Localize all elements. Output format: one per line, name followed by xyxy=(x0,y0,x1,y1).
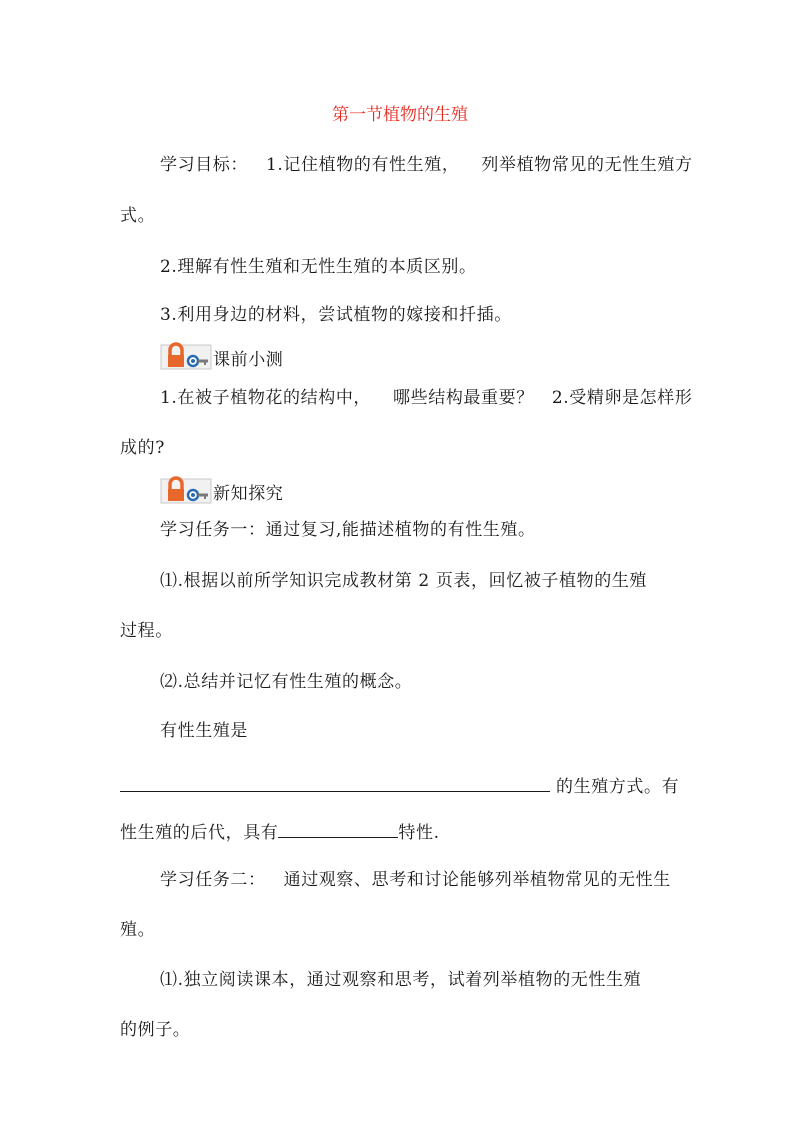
task1-definition-start: 有性生殖是 xyxy=(160,721,248,741)
task1-step1: ⑴.根据以前所学知识完成教材第 2 页表，回忆被子植物的生殖 xyxy=(160,571,648,591)
objective-3: 3.利用身边的材料，尝试植物的嫁接和扦插。 xyxy=(160,305,512,325)
definition-answer-blank[interactable] xyxy=(120,773,550,792)
task1-definition-line-2 xyxy=(120,819,440,844)
lock-key-icon xyxy=(160,475,212,505)
objectives-label: 学习目标： xyxy=(160,155,248,175)
pretest-q1-b: 哪些结构最重要？ xyxy=(393,388,534,408)
objective-1-wrap: 式。 xyxy=(120,206,156,226)
trait-answer-blank[interactable] xyxy=(278,819,398,838)
pretest-q1: 1.在被子植物花的结构中， xyxy=(160,388,372,408)
page-title: 第一节植物的生殖 xyxy=(332,105,468,125)
task1-heading: 学习任务一：通过复习,能描述植物的有性生殖。 xyxy=(160,520,536,540)
lock-key-icon xyxy=(160,341,212,371)
task2-heading-line xyxy=(160,869,671,891)
task1-definition-line xyxy=(120,773,679,798)
task2-heading-label: 学习任务二： xyxy=(160,870,266,890)
explore-heading: 新知探究 xyxy=(213,484,284,504)
pretest-line-1 xyxy=(160,387,692,409)
definition-line2-end: 特性. xyxy=(398,823,440,843)
task1-step1-wrap: 过程。 xyxy=(120,621,173,641)
pretest-q2: 2.受精卵是怎样形 xyxy=(551,388,693,408)
objectives-line-1 xyxy=(160,154,693,176)
pretest-heading: 课前小测 xyxy=(213,350,284,370)
pretest-q2-wrap: 成的? xyxy=(120,438,165,458)
definition-mid-text: 的生殖方式。有 xyxy=(556,777,680,797)
task2-step1-wrap: 的例子。 xyxy=(120,1020,191,1040)
objective-2: 2.理解有性生殖和无性生殖的本质区别。 xyxy=(160,257,477,277)
task2-heading-text: 通过观察、思考和讨论能够列举植物常见的无性生 xyxy=(283,870,671,890)
objective-1-continued: 列举植物常见的无性生殖方 xyxy=(481,155,693,175)
task2-heading-wrap: 殖。 xyxy=(120,920,156,940)
definition-line2-start: 性生殖的后代，具有 xyxy=(120,823,279,843)
task1-step2: ⑵.总结并记忆有性生殖的概念。 xyxy=(160,672,413,692)
task2-step1: ⑴.独立阅读课本，通过观察和思考，试着列举植物的无性生殖 xyxy=(160,970,642,990)
objective-1: 1.记住植物的有性生殖， xyxy=(266,155,460,175)
